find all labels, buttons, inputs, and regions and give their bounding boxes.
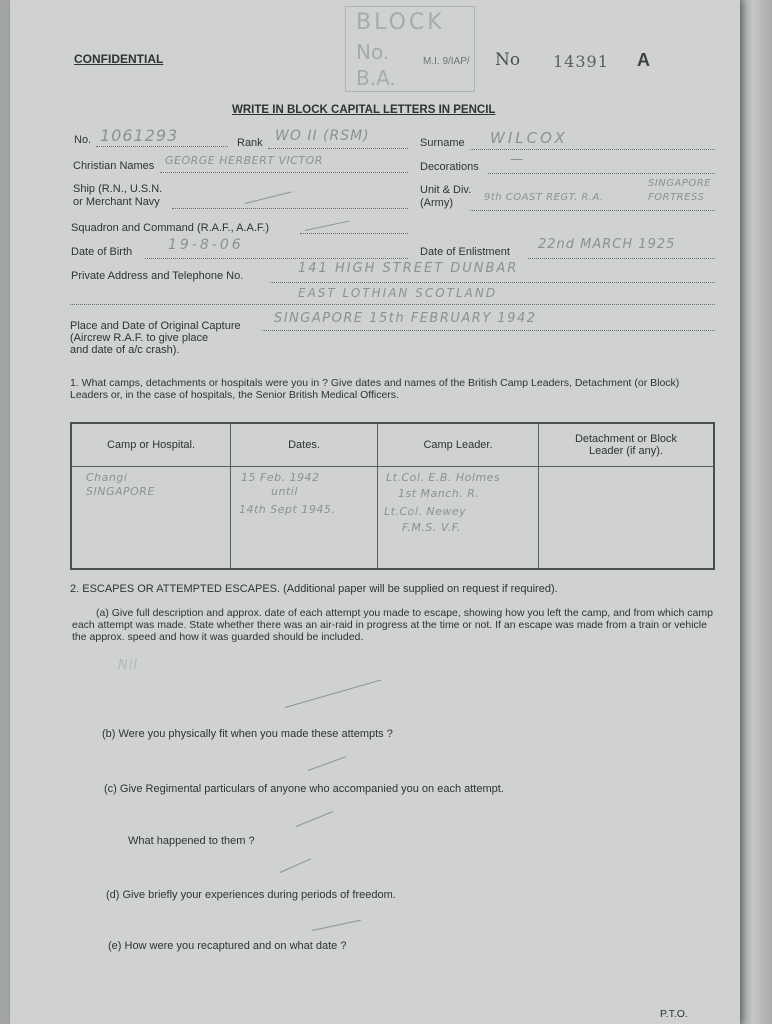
surname-line xyxy=(470,149,715,150)
question-2e-text: (e) How were you recaptured and on what date ? xyxy=(108,940,347,952)
ship-line xyxy=(172,208,408,209)
dates-line-1: 15 Feb. 1942 xyxy=(241,471,320,484)
form-reference: M.I. 9/IAP/ xyxy=(423,56,470,67)
camp-table xyxy=(70,422,715,570)
question-2-title: 2. ESCAPES OR ATTEMPTED ESCAPES. (Additional paper will be supplied on request if required). xyxy=(70,583,558,595)
question-2b-text: (b) Were you physically fit when you made these attempts ? xyxy=(102,728,393,740)
header-camp-leader: Camp Leader. xyxy=(378,423,539,467)
enlistment-line xyxy=(528,258,715,259)
leader-line-3: Lt.Col. Newey xyxy=(384,505,467,518)
unit-value-2b: FORTRESS xyxy=(648,192,705,203)
header-dates: Dates. xyxy=(231,423,378,467)
capture-line xyxy=(262,330,715,331)
unit-label-1: Unit & Div. xyxy=(420,184,472,196)
capture-label-3: and date of a/c crash). xyxy=(70,344,180,356)
question-2c-followup: What happened to them ? xyxy=(128,835,255,847)
address-label: Private Address and Telephone No. xyxy=(71,270,244,282)
capture-label-1: Place and Date of Original Capture xyxy=(70,320,241,332)
christian-names-label: Christian Names xyxy=(73,160,155,172)
no-label: No. xyxy=(74,134,92,146)
ship-label-1: Ship (R.N., U.S.N. xyxy=(73,183,163,195)
capture-label-2: (Aircrew R.A.F. to give place xyxy=(70,332,209,344)
enlistment-value: 22nd MARCH 1925 xyxy=(538,237,676,252)
rank-label: Rank xyxy=(237,137,263,149)
cell-camp xyxy=(71,467,231,570)
question-2c-text: (c) Give Regimental particulars of anyone who accompanied you on each attempt. xyxy=(104,783,504,795)
table-row xyxy=(71,467,714,570)
question-1-text: 1. What camps, detachments or hospitals were you in ? Give dates and names of the British Camp Leaders, Detachment (or Block) Leaders or, in the case of hospitals, the Senior British Medical Officers. xyxy=(70,377,680,401)
header-camp: Camp or Hospital. xyxy=(71,423,231,467)
cell-dates xyxy=(231,467,378,570)
surname-value: WILCOX xyxy=(490,129,568,147)
serial-suffix: A xyxy=(637,50,650,70)
capture-value: SINGAPORE 15th FEBRUARY 1942 xyxy=(274,311,537,326)
stamp-ba-text: B.A. xyxy=(356,66,396,90)
unit-label-2: (Army) xyxy=(420,197,453,209)
squadron-line xyxy=(300,233,408,234)
question-2a-answer: Nil xyxy=(118,658,138,673)
decorations-value: — xyxy=(510,152,524,167)
enlistment-label: Date of Enlistment xyxy=(420,246,510,258)
dates-line-3: 14th Sept 1945. xyxy=(239,503,336,516)
squadron-label: Squadron and Command (R.A.F., A.A.F.) xyxy=(71,222,270,234)
dob-label: Date of Birth xyxy=(71,246,133,258)
decorations-label: Decorations xyxy=(420,161,479,173)
leader-line-4: F.M.S. V.F. xyxy=(402,521,462,534)
address-line-2: EAST LOTHIAN SCOTLAND xyxy=(298,286,498,300)
page-edge xyxy=(740,0,772,1024)
unit-value-2a: SINGAPORE xyxy=(648,178,712,189)
no-value: 1061293 xyxy=(100,126,179,145)
cell-detachment-leader xyxy=(539,467,715,570)
rank-line xyxy=(268,148,408,149)
camp-line-1: Changi xyxy=(86,471,128,484)
pencil-instruction: WRITE IN BLOCK CAPITAL LETTERS IN PENCIL xyxy=(232,104,496,116)
pto-label: P.T.O. xyxy=(660,1008,688,1020)
dates-line-2: until xyxy=(271,485,298,498)
ship-label-2: or Merchant Navy xyxy=(73,196,160,208)
decorations-line xyxy=(488,173,715,174)
cell-camp-leader xyxy=(378,467,539,570)
table-header-row xyxy=(71,423,714,467)
stamp-no-text: No. xyxy=(356,40,390,64)
confidential-label: CONFIDENTIAL xyxy=(74,52,164,66)
christian-names-value: GEORGE HERBERT VICTOR xyxy=(165,154,323,167)
question-2a-text: (a) Give full description and approx. date of each attempt you made to escape, showing how you left the camp, and from which camp each attempt was made. State whether there was an air-raid in progress at the time or not. If an escape was made from a train or vehicle the approx. speed and how it was guarded should be included. xyxy=(72,607,713,643)
no-line xyxy=(96,146,228,147)
address-line-1: 141 HIGH STREET DUNBAR xyxy=(298,261,519,276)
leader-line-1: Lt.Col. E.B. Holmes xyxy=(386,471,501,484)
address-rule-2 xyxy=(70,304,715,305)
dob-value: 19-8-06 xyxy=(168,237,244,253)
unit-value: 9th COAST REGT. R.A. xyxy=(484,192,604,203)
leader-line-2: 1st Manch. R. xyxy=(398,487,480,500)
number-label: No xyxy=(495,50,521,70)
question-2d-text: (d) Give briefly your experiences during periods of freedom. xyxy=(106,889,396,901)
dob-line xyxy=(145,258,408,259)
header-detachment-leader: Detachment or Block Leader (if any). xyxy=(539,423,715,467)
address-rule-1 xyxy=(270,282,715,283)
serial-number: 14391 xyxy=(553,52,609,71)
unit-line xyxy=(470,210,715,211)
rank-value: WO II (RSM) xyxy=(275,128,370,144)
stamp-block-text: BLOCK xyxy=(356,10,445,35)
christian-names-line xyxy=(160,172,408,173)
surname-label: Surname xyxy=(420,137,465,149)
camp-line-2: SINGAPORE xyxy=(86,485,155,498)
